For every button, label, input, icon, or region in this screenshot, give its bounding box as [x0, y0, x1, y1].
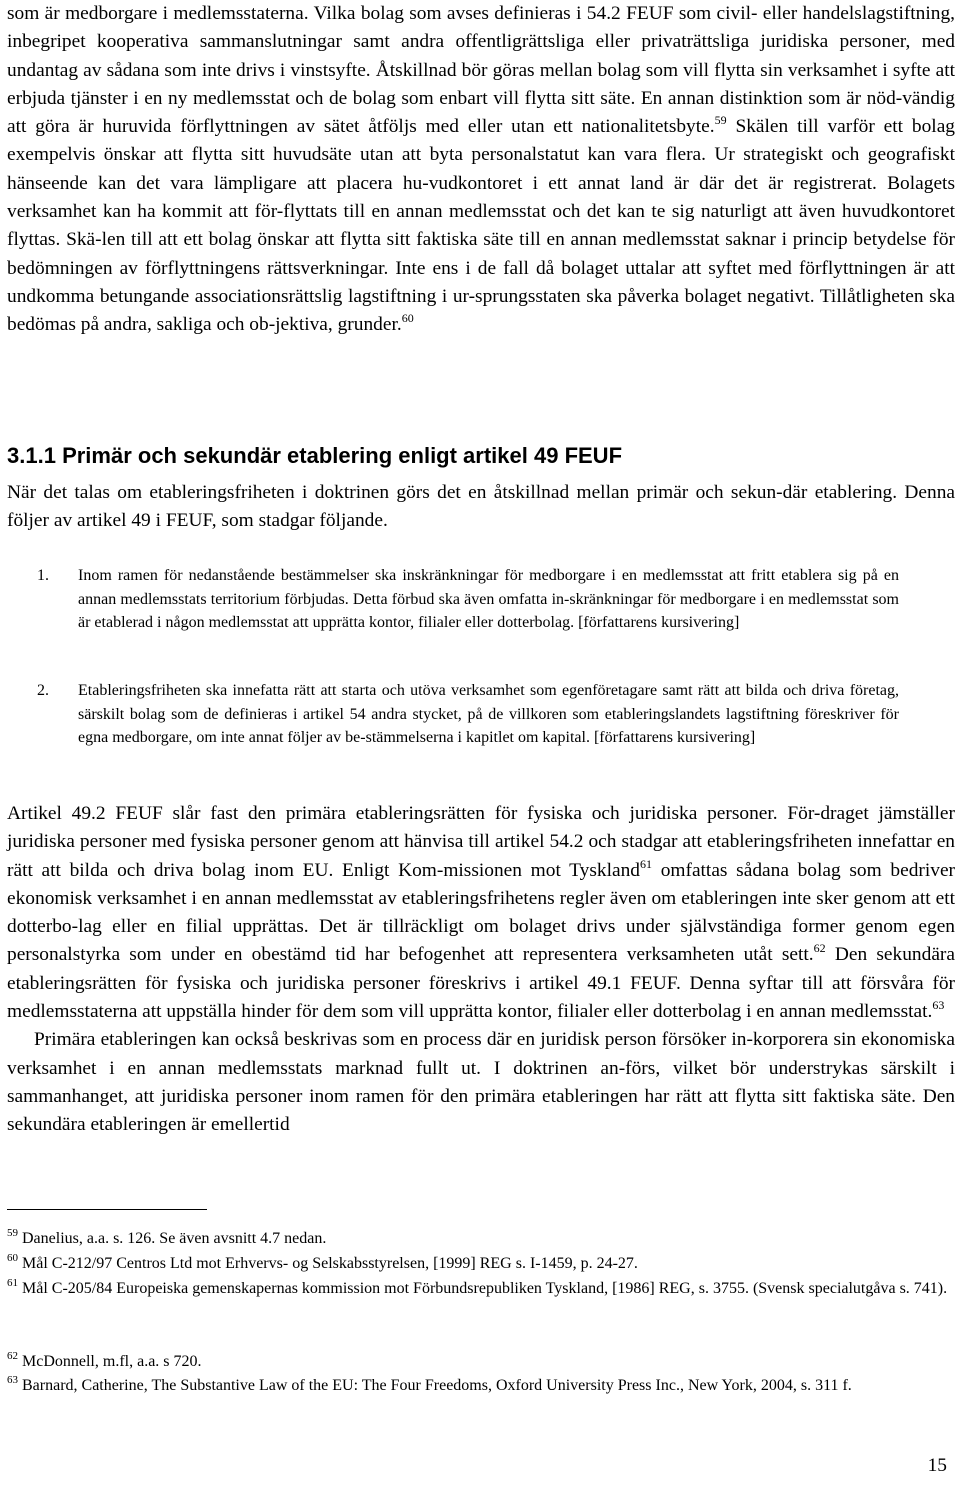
footnote-63	[7, 1374, 955, 1398]
article-49-text-a: Artikel 49.2 FEUF slår fast den primära etableringsrätten för fysiska och juridiska personer. För-draget jämställer juridiska personer med fysiska personer genom att hänvisa till artikel 54.2 och stadgar att etableringsfriheten innefattar en rätt att bilda och driva bolag inom EU. Enligt Kom-missionen mot Tyskland	[7, 803, 955, 881]
intro-text-2a: Åtskillnad bör göras mellan bolag som vill flytta sin verksamhet i syfte att erbjuda tjänster i en ny medlemsstat och de bolag som enbart vill flytta sitt säte. En annan distinktion som är nöd-vändig att göra är huruvida förflyttningen av sätet åtföljs med eller utan ett nationalitetsbyte.	[7, 59, 956, 138]
footnote-ref-62[interactable]: 62	[813, 941, 826, 956]
paragraph-after-heading: När det talas om etableringsfriheten i doktrinen görs det en åtskillnad mellan primär och sekun-där etablering. Denna följer av artikel 49 i FEUF, som stadgar följande.	[7, 482, 955, 532]
quote-item-1	[37, 564, 899, 635]
body-text-after-heading	[7, 479, 955, 536]
footnote-separator	[7, 1209, 207, 1210]
quote-item-2	[37, 679, 899, 750]
footnote-ref-60[interactable]: 60	[401, 311, 414, 326]
footnote-number: 60	[7, 1252, 18, 1264]
footnote-ref-59[interactable]: 59	[714, 113, 727, 128]
page-number: 15	[927, 1455, 947, 1476]
footnote-text: Barnard, Catherine, The Substantive Law of the EU: The Four Freedoms, Oxford University Press Inc., New York, 2004, s. 311 f.	[22, 1377, 852, 1394]
quote-number-1: 1.	[37, 567, 49, 584]
intro-text-1: som är medborgare i medlemsstaterna. Vilka bolag som avses definieras i 54.2 FEUF som civil- eller handelslagstiftning, inbegripet kooperativa sammanslutningar samt andra offentligrättsliga eller privaträttsliga juridiska personer, med undantag av sådana som inte drivs i vinstsyfte.	[7, 3, 955, 81]
section-number: 3.1.1	[7, 443, 56, 468]
footnote-62	[7, 1350, 955, 1374]
quote-number-2: 2.	[37, 682, 49, 699]
paragraph-intro	[7, 0, 955, 340]
footnote-text: Mål C-212/97 Centros Ltd mot Erhvervs- og Selskabsstyrelsen, [1999] REG s. I-1459, p. 24-27.	[22, 1255, 638, 1272]
footnote-text: McDonnell, m.fl, a.a. s 720.	[22, 1353, 202, 1370]
footnote-number: 59	[7, 1227, 18, 1239]
footnote-60	[7, 1252, 955, 1276]
article-49-text-c: Den sekundära etableringsrätten för fysiska och juridiska personer föreskrivs i artikel 49.1 FEUF. Denna syftar till att försvåra för medlemsstaterna att uppställa hinder för dem som vill upprätta kontor, filialer eller dotterbolag i en annan medlemsstat.	[7, 944, 955, 1023]
body-text-top	[7, 0, 955, 340]
section-heading	[7, 442, 955, 470]
footnote-61	[7, 1277, 955, 1301]
footnote-ref-61[interactable]: 61	[640, 856, 652, 871]
footnote-text: Mål C-205/84 Europeiska gemenskapernas kommission mot Förbundsrepubliken Tyskland, [1986] REG, s. 3755. (Svensk specialutgåva s. 741).	[22, 1280, 948, 1297]
quote-text-1: Inom ramen för nedanstående bestämmelser ska inskränkningar för medborgare i en medlemsstat att fritt etablera sig på en annan medlemsstats territorium förbjudas. Detta förbud ska även omfatta in-skränkningar för medborgare i en medlemsstat som är etablerad i någon medlemsstat att upprätta kontor, filialer eller dotterbolag. [författarens kursivering]	[78, 567, 899, 631]
footnote-ref-63[interactable]: 63	[932, 998, 945, 1013]
footnote-59	[7, 1227, 955, 1251]
paragraph-primary-establishment: Primära etableringen kan också beskrivas som en process där en juridisk person försöker in-korporera sin ekonomiska verksamhet i en annan medlemsstats marknad fullt ut. I doktrinen an-förs, vilket bör understrykas särskilt i sammanhanget, att juridiska personer inom ramen för den primära etableringen har rätt att flytta sitt faktiska säte. Den sekundära etableringen är emellertid	[7, 1029, 955, 1136]
footnote-number: 62	[7, 1350, 18, 1362]
footnote-number: 63	[7, 1374, 18, 1386]
quote-text-2: Etableringsfriheten ska innefatta rätt att starta och utöva verksamhet som egenföretagare samt rätt att bilda och driva företag, särskilt bolag som de definieras i artikel 54 andra stycket, på de villkoren som etableringslandets lagstiftning föreskriver för egna medborgare, om inte annat följer av be-stämmelserna i kapitlet om kapital. [författarens kursivering]	[78, 682, 899, 746]
intro-text-2b: Skälen till varför ett bolag exempelvis önskar att flytta sitt huvudsäte utan att byta personalstatut kan vara flera. Ur strategiskt och geografiskt hänseende kan det vara lämpligare att placera hu-vudkontoret i ett annat land är där det är registrerat. Bolagets verksamhet kan ha kommit att för-flyttats till en annan medlemsstat och det kan te sig naturligt att även huvudkontoret flyttas. Skä-len till att ett bolag önskar att flytta sitt faktiska säte till en annan medlemsstat saknar i princip betydelse för bedömningen av förflyttningens rättsverkningar. Inte ens i de fall då bolaget uttalar att syftet med förflyttningen är att undkomma betungande associationsrättslig lagstiftning i ur-sprungsstaten ska påverka bolaget negativt. Tillåtligheten ska bedömas på andra, sakliga och ob-jektiva, grunder.	[7, 116, 955, 336]
footnote-text: Danelius, a.a. s. 126. Se även avsnitt 4.7 nedan.	[22, 1230, 327, 1247]
article-49-text-b: omfattas sådana bolag som bedriver ekonomisk verksamhet i en annan medlemsstat av etableringsfrihetens regler även om etableringen inte sker genom att ett dotterbo-lag eller en filial upprättas. Det är tillräckligt om bolaget drivs under självständiga former genom egen personalstyrka som under en obestämd tid har befogenhet att representera verksamheten utåt sett.	[7, 859, 956, 966]
footnote-number: 61	[7, 1277, 18, 1289]
section-title: Primär och sekundär etablering enligt artikel 49 FEUF	[62, 443, 623, 468]
body-text-article-49	[7, 800, 955, 1140]
paragraph-article-49	[7, 800, 955, 1026]
